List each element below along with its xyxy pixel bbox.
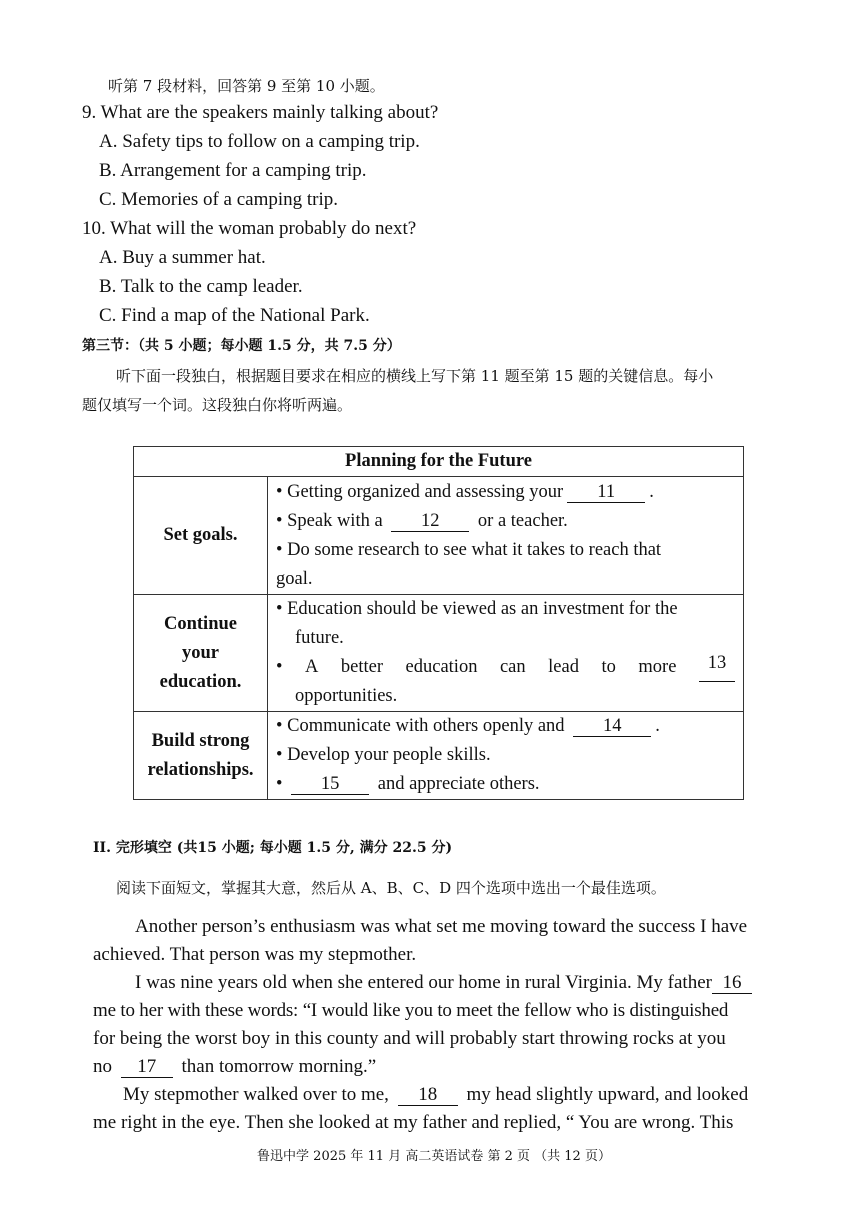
answer-blank-11[interactable]: 11 bbox=[567, 482, 645, 503]
row-header-continue-education: Continue your education. bbox=[134, 595, 268, 712]
bullet-12: • Speak with a 12 or a teacher. bbox=[276, 510, 568, 531]
passage-p3-line1: My stepmother walked over to me, 18 my head slightly upward, and looked bbox=[123, 1084, 749, 1105]
bullet-14: • Communicate with others openly and 14 . bbox=[276, 716, 660, 736]
passage bbox=[93, 913, 783, 1137]
bullet-11: • Getting organized and assessing your 11 . bbox=[276, 481, 654, 502]
passage-p1-line2: achieved. That person was my stepmother. bbox=[93, 944, 417, 965]
answer-blank-18[interactable]: 18 bbox=[398, 1085, 458, 1106]
passage-p3-line2: me right in the eye. Then she looked at my father and replied, “ You are wrong. This bbox=[93, 1112, 734, 1133]
bullet-13-cont: opportunities. bbox=[295, 686, 398, 706]
passage-p2-line3: for being the worst boy in this county and will probably start throwing rocks at you bbox=[93, 1028, 726, 1049]
section3-instruction-1: 听下面一段独白，根据题目要求在相应的横线上写下第 11 题至第 15 题的关键信息。每小 bbox=[116, 367, 714, 385]
bullet-research: • Do some research to see what it takes to reach that goal. bbox=[276, 539, 662, 589]
bullet-investment-cont: future. bbox=[295, 628, 344, 648]
row-body-set-goals bbox=[268, 477, 744, 595]
q9-option-b: B. Arrangement for a camping trip. bbox=[99, 160, 367, 181]
question-10: 10. What will the woman probably do next? bbox=[82, 218, 417, 239]
answer-blank-14[interactable]: 14 bbox=[573, 716, 651, 737]
answer-blank-16[interactable]: 16 bbox=[712, 973, 752, 994]
answer-blank-17[interactable]: 17 bbox=[121, 1057, 173, 1078]
part2-instruction: 阅读下面短文，掌握其大意，然后从 A、B、C、D 四个选项中选出一个最佳选项。 bbox=[116, 879, 666, 897]
answer-blank-12[interactable]: 12 bbox=[391, 511, 469, 532]
passage-p2-line2: me to her with these words: “I would like you to meet the fellow who is distinguished bbox=[93, 1000, 729, 1021]
section3-heading: 第三节：（共 5 小题；每小题 1.5 分，共 7.5 分） bbox=[82, 338, 401, 354]
bullet-13: • A better education can lead to more 13 bbox=[276, 653, 735, 682]
row-header-set-goals: Set goals. bbox=[134, 477, 268, 595]
planning-table bbox=[133, 446, 744, 800]
q10-option-c: C. Find a map of the National Park. bbox=[99, 305, 370, 326]
passage-p1-line1: Another person’s enthusiasm was what set me moving toward the success I have bbox=[135, 916, 748, 937]
bullet-people-skills: • Develop your people skills. bbox=[276, 745, 491, 765]
page-footer: 鲁迅中学 2025 年 11 月 高二英语试卷 第 2 页 （共 12 页） bbox=[257, 1149, 611, 1164]
question-9: 9. What are the speakers mainly talking about? bbox=[82, 102, 439, 123]
q9-option-a: A. Safety tips to follow on a camping trip. bbox=[99, 131, 420, 152]
row-body-continue-education bbox=[268, 595, 744, 712]
bullet-investment: • Education should be viewed as an investment for the bbox=[276, 599, 678, 619]
q9-option-c: C. Memories of a camping trip. bbox=[99, 189, 339, 210]
section3-instruction-2: 题仅填写一个词。这段独白你将听两遍。 bbox=[82, 396, 353, 414]
passage-p2-line4: no 17 than tomorrow morning.” bbox=[93, 1056, 377, 1077]
q10-option-a: A. Buy a summer hat. bbox=[99, 247, 266, 268]
table-title: Planning for the Future bbox=[134, 447, 744, 477]
bullet-15: • 15 and appreciate others. bbox=[276, 774, 540, 794]
row-body-relationships bbox=[268, 712, 744, 800]
part2-heading: II. 完形填空 (共15 小题; 每小题 1.5 分, 满分 22.5 分) bbox=[93, 840, 453, 856]
answer-blank-13[interactable]: 13 bbox=[699, 653, 735, 682]
passage-p2-line1: I was nine years old when she entered our home in rural Virginia. My father 16 bbox=[93, 969, 783, 997]
answer-blank-15[interactable]: 15 bbox=[291, 774, 369, 795]
q10-option-b: B. Talk to the camp leader. bbox=[99, 276, 303, 297]
row-header-relationships: Build strong relationships. bbox=[134, 712, 268, 800]
part7-intro: 听第 7 段材料，回答第 9 至第 10 小题。 bbox=[108, 77, 385, 95]
